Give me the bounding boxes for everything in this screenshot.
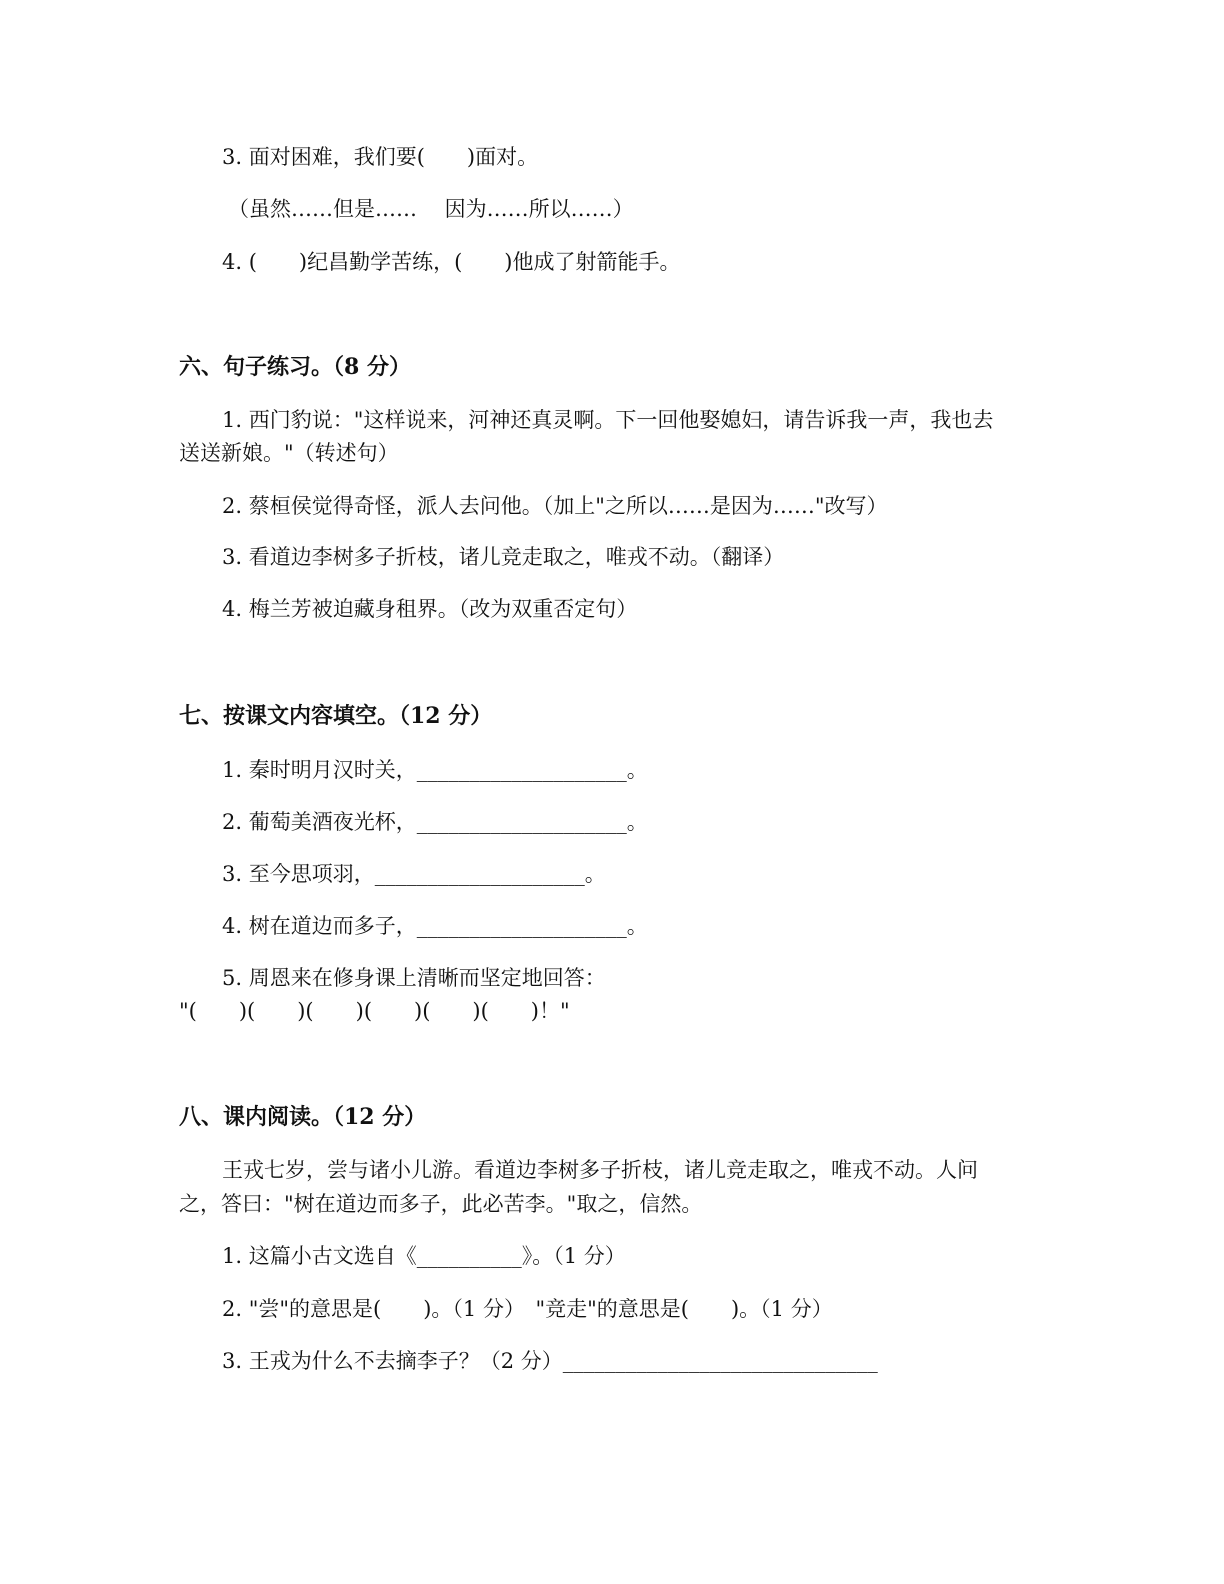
section8-passage-line1: 王戎七岁，尝与诸小儿游。看道边李树多子折枝，诸儿竞走取之，唯戎不动。人问 [222,1158,978,1182]
section6-q1-line2: 送送新娘。"（转述句） [179,441,399,465]
section8-q1: 1. 这篇小古文选自《__________》。（1 分） [222,1244,626,1268]
section6-q2: 2. 蔡桓侯觉得奇怪，派人去问他。（加上"之所以……是因为……"改写） [222,494,888,518]
section7-heading: 七、按课文内容填空。（12 分） [179,703,493,729]
section6-q4: 4. 梅兰芳被迫藏身租界。（改为双重否定句） [222,597,638,621]
section6-q1-line1: 1. 西门豹说："这样说来，河神还真灵啊。下一回他娶媳妇，请告诉我一声，我也去 [222,408,994,432]
section8-q3: 3. 王戎为什么不去摘李子？（2 分）______________________________ [222,1349,878,1373]
section8-heading: 八、课内阅读。（12 分） [179,1104,427,1130]
section6-q3: 3. 看道边李树多子折枝，诸儿竞走取之，唯戎不动。（翻译） [222,545,785,569]
section5-options: （虽然……但是…… 因为……所以……） [228,197,634,221]
section7-q1: 1. 秦时明月汉时关，____________________。 [222,758,648,782]
section8-q2: 2. "尝"的意思是( )。（1 分） "竞走"的意思是( )。（1 分） [222,1297,833,1321]
section8-passage-line2: 之，答曰："树在道边而多子，此必苦李。"取之，信然。 [179,1192,703,1216]
section7-q2: 2. 葡萄美酒夜光杯，____________________。 [222,810,648,834]
section7-q5-line2: "( )( )( )( )( )( )！" [179,999,570,1023]
section6-heading: 六、句子练习。（8 分） [179,354,411,380]
section7-q5-line1: 5. 周恩来在修身课上清晰而坚定地回答： [222,966,606,990]
section7-q3: 3. 至今思项羽，____________________。 [222,862,606,886]
section5-q3: 3. 面对困难，我们要( )面对。 [222,145,539,169]
section7-q4: 4. 树在道边而多子，____________________。 [222,914,648,938]
section5-q4: 4. ( )纪昌勤学苦练，( )他成了射箭能手。 [222,250,681,274]
